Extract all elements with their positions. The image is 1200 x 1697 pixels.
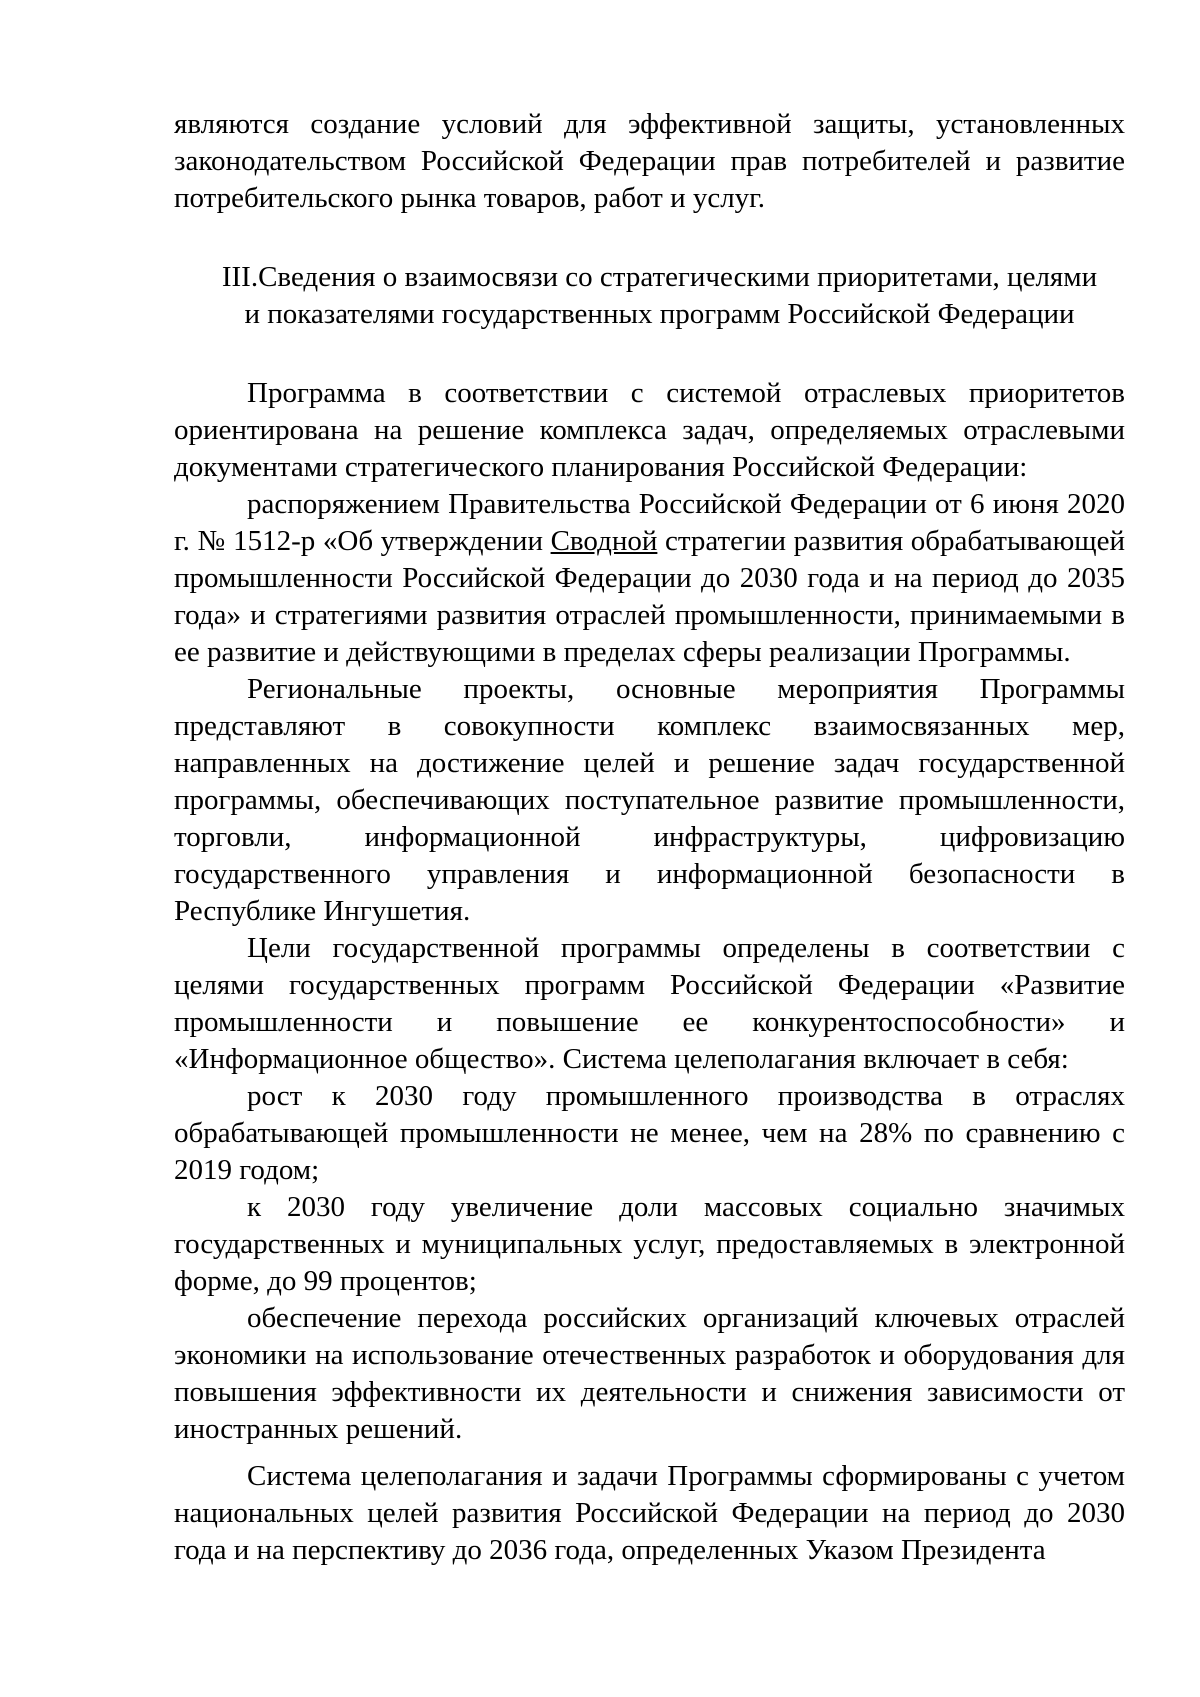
order-text-after: стратегии развития обрабатывающей промышленности Российской Федерации до 2030 года и на период до 2035 года» и стратегиями развития отраслей промышленности, принимаемыми в ее развитие и действующими в пределах сферы реализации Программы. bbox=[174, 525, 1125, 668]
paragraph-goal-electronic-services: к 2030 году увеличение доли массовых социально значимых государственных и муниципальных услуг, предоставляемых в электронной форме, до 99 процентов; bbox=[174, 1191, 1125, 1297]
paragraph-government-order bbox=[174, 486, 1125, 671]
paragraph-regional-projects: Региональные проекты, основные мероприятия Программы представляют в совокупности комплекс взаимосвязанных мер, направленных на достижение целей и решение задач государственной программы, обеспечивающих поступательное развитие промышленности, торговли, информационной инфраструктуры, цифровизацию государственного управления и информационной безопасности в Республике Ингушетия. bbox=[174, 673, 1125, 927]
paragraph-national-goals: Система целеполагания и задачи Программы сформированы с учетом национальных целей развития Российской Федерации на период до 2030 года и на перспективу до 2036 года, определенных Указом Президента bbox=[174, 1460, 1125, 1566]
paragraph-goal-domestic-technology: обеспечение перехода российских организаций ключевых отраслей экономики на использование отечественных разработок и оборудования для повышения эффективности их деятельности и снижения зависимости от иностранных решений. bbox=[174, 1302, 1125, 1445]
svodnoy-strategy-link[interactable]: Сводной bbox=[550, 525, 658, 557]
paragraph-program-priorities: Программа в соответствии с системой отраслевых приоритетов ориентирована на решение комплекса задач, определяемых отраслевыми документами стратегического планирования Российской Федерации: bbox=[174, 377, 1125, 483]
paragraph-continuation: являются создание условий для эффективной защиты, установленных законодательством Российской Федерации прав потребителей и развитие потребительского рынка товаров, работ и услуг. bbox=[174, 108, 1125, 214]
paragraph-goal-industry-growth: рост к 2030 году промышленного производства в отраслях обрабатывающей промышленности не менее, чем на 28% по сравнению с 2019 годом; bbox=[174, 1080, 1125, 1186]
section-heading bbox=[174, 259, 1125, 333]
order-text-before: распоряжением Правительства Российской Федерации от 6 июня 2020 г. № 1512-р «Об утверждении bbox=[174, 488, 1125, 557]
document-body bbox=[174, 106, 1125, 1569]
paragraph-program-goals: Цели государственной программы определены в соответствии с целями государственных программ Российской Федерации «Развитие промышленности и повышение ее конкурентоспособности» и «Информационное общество». Система целеполагания включает в себя: bbox=[174, 932, 1125, 1075]
section-heading-line-2: и показателями государственных программ Российской Федерации bbox=[244, 298, 1075, 330]
section-heading-line-1: III.Сведения о взаимосвязи со стратегическими приоритетами, целями bbox=[221, 261, 1098, 293]
